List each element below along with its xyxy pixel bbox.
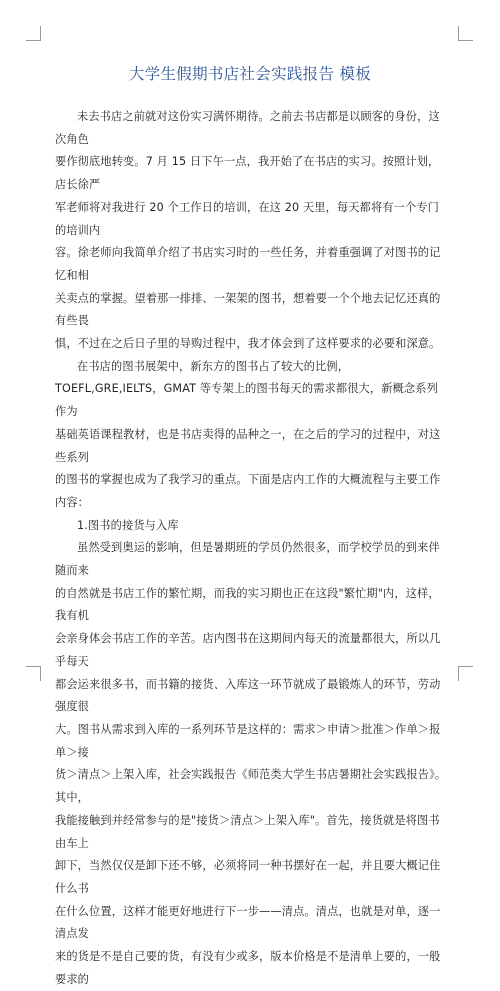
paragraph-line: 会亲身体会书店工作的辛苦。店内图书在这期间内每天的流量都很大，所以几乎每天 <box>55 632 441 668</box>
paragraph-line: 来的货是不是自己要的货，有没有少或多，版本价格是不是清单上要的，一般要求的 <box>55 950 441 986</box>
paragraph-line: 基础英语课程教材，也是书店卖得的品种之一，在之后的学习的过程中，对这些系列 <box>55 427 441 464</box>
document-body <box>55 106 447 991</box>
paragraph-line: 我能接触到并经常参与的是"接货＞清点＞上架入库"。首先，接货就是将图书由车上 <box>55 813 440 850</box>
paragraph-line: 货＞清点＞上架入库，社会实践报告《师范类大学生书店暑期社会实践报告》。其中， <box>55 768 447 805</box>
paragraph-line: 大。图书从需求到入库的一系列环节是这样的：需求＞申请＞批准＞作单＞报单＞接 <box>55 722 441 759</box>
paragraph-line: 在什么位置，这样才能更好地进行下一步——清点。清点，也就是对单，逐一清点发 <box>55 904 441 941</box>
paragraph-line: 都会运来很多书，而书籍的接货、入库这一环节就成了最锻炼人的环节，劳动强度很 <box>55 677 441 714</box>
paragraph-line: 的自然就是书店工作的繁忙期，而我的实习期也正在这段"繁忙期"内，这样，我有机 <box>55 586 440 623</box>
paragraph-line: 军老师将对我进行 20 个工作日的培训，在这 20 天里，每天都将有一个专门的培训内 <box>55 200 440 237</box>
paragraph-line: 关卖点的掌握。望着那一排排、一架架的图书，想着要一个个地去记忆还真的有些畏 <box>55 291 441 328</box>
paragraph-line: 在书店的图书展架中，新东方的图书占了较大的比例， <box>77 359 350 373</box>
paragraph-line: 未去书店之前就对这份实习满怀期待。之前去书店都是以顾客的身份，这次角色 <box>55 110 440 146</box>
document-title: 大学生假期书店社会实践报告 模板 <box>128 65 372 83</box>
section-heading: 1.图书的接货与入库 <box>77 518 179 532</box>
paragraph-line: 容。徐老师向我简单介绍了书店实习时的一些任务，并着重强调了对图书的记忆和相 <box>55 246 441 282</box>
paragraph-line: TOEFL,GRE,IELTS，GMAT 等专架上的图书每天的需求都很大，新概念系列作为 <box>55 382 438 419</box>
paragraph-line: 虽然受到奥运的影响，但是暑期班的学员仍然很多，而学校学员的到来伴随而来 <box>55 541 440 578</box>
paragraph-line: 要作彻底地转变。7 月 15 日下午一点，我开始了在书店的实习。按照计划，店长徐严 <box>55 155 440 192</box>
paragraph-line: 惧，不过在之后日子里的导购过程中，我才体会到了这样要求的必要和深意。 <box>55 337 441 351</box>
paragraph-line: 的图书的掌握也成为了我学习的重点。下面是店内工作的大概流程与主要工作内容： <box>55 473 441 509</box>
paragraph-line: 卸下，当然仅仅是卸下还不够，必须将同一种书摆好在一起，并且要大概记住什么书 <box>55 859 441 895</box>
